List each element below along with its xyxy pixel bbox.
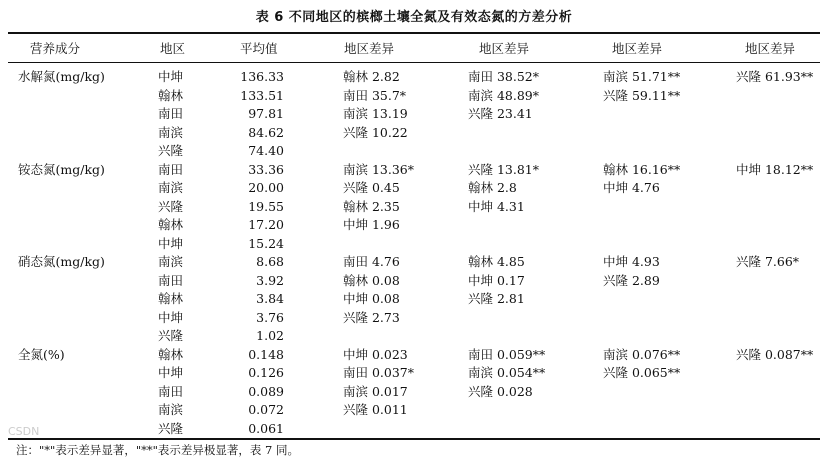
cell-mean: 19.55 bbox=[248, 198, 284, 214]
cell-region: 兴隆 bbox=[158, 198, 184, 214]
cell-diff-1: 翰林 2.82 bbox=[343, 69, 400, 84]
cell-diff-3: 兴隆 59.11** bbox=[603, 87, 681, 103]
cell-diff-3: 中坤 4.76 bbox=[603, 180, 660, 195]
cell-mean: 1.02 bbox=[256, 328, 284, 343]
header-nutrient: 营养成分 bbox=[30, 41, 81, 56]
cell-region: 南滨 bbox=[158, 402, 184, 417]
cell-region: 翰林 bbox=[158, 217, 184, 232]
header-region: 地区 bbox=[160, 41, 186, 56]
cell-region: 翰林 bbox=[158, 87, 184, 103]
cell-diff-1: 兴隆 0.45 bbox=[343, 180, 400, 195]
cell-mean: 3.92 bbox=[256, 272, 284, 288]
cell-region: 南滨 bbox=[158, 124, 184, 140]
cell-mean: 0.089 bbox=[248, 383, 284, 399]
cell-diff-3: 中坤 4.93 bbox=[603, 254, 660, 269]
cell-diff-2: 翰林 4.85 bbox=[468, 254, 525, 269]
cell-diff-2: 兴隆 23.41 bbox=[468, 106, 533, 121]
cell-mean: 136.33 bbox=[240, 69, 284, 84]
cell-mean: 20.00 bbox=[248, 180, 284, 195]
cell-diff-3: 翰林 16.16** bbox=[603, 161, 681, 177]
nutrient-label: 水解氮(mg/kg) bbox=[18, 69, 105, 84]
cell-region: 翰林 bbox=[158, 346, 184, 362]
header-mean: 平均值 bbox=[240, 41, 278, 56]
watermark-logo: CSDN bbox=[8, 425, 40, 438]
cell-diff-2: 中坤 0.17 bbox=[468, 272, 525, 288]
cell-region: 兴隆 bbox=[158, 143, 184, 158]
cell-region: 南滨 bbox=[158, 254, 184, 269]
cell-diff-1: 中坤 0.08 bbox=[343, 291, 400, 306]
cell-mean: 84.62 bbox=[248, 124, 284, 140]
cell-diff-2: 翰林 2.8 bbox=[468, 180, 517, 195]
cell-diff-1: 中坤 0.023 bbox=[343, 346, 408, 362]
table-title: 表 6 不同地区的槟榔土壤全氮及有效态氮的方差分析 bbox=[255, 10, 573, 25]
cell-diff-3: 南滨 51.71** bbox=[603, 69, 681, 84]
cell-diff-1: 中坤 1.96 bbox=[343, 217, 400, 232]
cell-diff-1: 兴隆 0.011 bbox=[343, 402, 408, 417]
cell-region: 南滨 bbox=[158, 180, 184, 195]
cell-diff-4: 兴隆 7.66* bbox=[736, 254, 800, 269]
cell-region: 兴隆 bbox=[158, 420, 184, 436]
cell-mean: 3.76 bbox=[256, 309, 284, 325]
cell-diff-1: 翰林 0.08 bbox=[343, 272, 400, 288]
cell-diff-2: 兴隆 2.81 bbox=[468, 291, 525, 306]
cell-mean: 97.81 bbox=[248, 106, 284, 121]
header-diff-4: 地区差异 bbox=[745, 41, 796, 56]
cell-diff-4: 中坤 18.12** bbox=[736, 161, 814, 177]
cell-diff-2: 兴隆 13.81* bbox=[468, 161, 540, 177]
cell-diff-4: 兴隆 0.087** bbox=[736, 346, 814, 362]
cell-region: 中坤 bbox=[158, 235, 184, 251]
cell-diff-3: 兴隆 0.065** bbox=[603, 365, 681, 380]
nutrient-label: 全氮(%) bbox=[18, 346, 65, 362]
header-diff-1: 地区差异 bbox=[344, 41, 395, 56]
header-rule bbox=[8, 62, 820, 63]
cell-region: 南田 bbox=[158, 161, 184, 177]
cell-diff-1: 南田 35.7* bbox=[343, 87, 407, 103]
cell-diff-2: 中坤 4.31 bbox=[468, 198, 525, 214]
cell-diff-2: 兴隆 0.028 bbox=[468, 383, 533, 399]
nutrient-label: 铵态氮(mg/kg) bbox=[18, 161, 105, 177]
cell-mean: 0.126 bbox=[248, 365, 284, 380]
cell-diff-1: 南滨 13.19 bbox=[343, 106, 408, 121]
bottom-rule bbox=[8, 438, 820, 440]
top-rule bbox=[8, 32, 820, 34]
cell-mean: 17.20 bbox=[248, 217, 284, 232]
cell-region: 翰林 bbox=[158, 291, 184, 306]
cell-diff-1: 南滨 0.017 bbox=[343, 383, 408, 399]
cell-diff-3: 兴隆 2.89 bbox=[603, 272, 660, 288]
cell-region: 南田 bbox=[158, 272, 184, 288]
cell-diff-1: 南田 4.76 bbox=[343, 254, 400, 269]
cell-diff-2: 南滨 0.054** bbox=[468, 365, 546, 380]
cell-mean: 74.40 bbox=[248, 143, 284, 158]
table-note: 注："*"表示差异显著，"**"表示差异极显著，表 7 同。 bbox=[16, 443, 300, 457]
cell-mean: 8.68 bbox=[256, 254, 284, 269]
cell-mean: 3.84 bbox=[256, 291, 284, 306]
cell-region: 南田 bbox=[158, 383, 184, 399]
cell-mean: 133.51 bbox=[240, 87, 284, 103]
cell-diff-3: 南滨 0.076** bbox=[603, 346, 681, 362]
cell-region: 中坤 bbox=[158, 69, 184, 84]
header-diff-3: 地区差异 bbox=[612, 41, 663, 56]
cell-mean: 0.148 bbox=[248, 346, 284, 362]
cell-diff-4: 兴隆 61.93** bbox=[736, 69, 814, 84]
cell-diff-2: 南滨 48.89* bbox=[468, 87, 540, 103]
cell-diff-1: 兴隆 2.73 bbox=[343, 309, 400, 325]
cell-diff-1: 兴隆 10.22 bbox=[343, 124, 408, 140]
cell-mean: 0.061 bbox=[248, 420, 284, 436]
cell-mean: 33.36 bbox=[248, 161, 284, 177]
cell-mean: 0.072 bbox=[248, 402, 284, 417]
header-diff-2: 地区差异 bbox=[479, 41, 530, 56]
cell-diff-2: 南田 38.52* bbox=[468, 69, 540, 84]
cell-diff-1: 南滨 13.36* bbox=[343, 161, 415, 177]
cell-region: 兴隆 bbox=[158, 328, 184, 343]
cell-diff-1: 翰林 2.35 bbox=[343, 198, 400, 214]
cell-region: 南田 bbox=[158, 106, 184, 121]
cell-mean: 15.24 bbox=[248, 235, 284, 251]
cell-diff-1: 南田 0.037* bbox=[343, 365, 415, 380]
cell-region: 中坤 bbox=[158, 309, 184, 325]
cell-region: 中坤 bbox=[158, 365, 184, 380]
cell-diff-2: 南田 0.059** bbox=[468, 346, 546, 362]
nutrient-label: 硝态氮(mg/kg) bbox=[18, 254, 105, 269]
